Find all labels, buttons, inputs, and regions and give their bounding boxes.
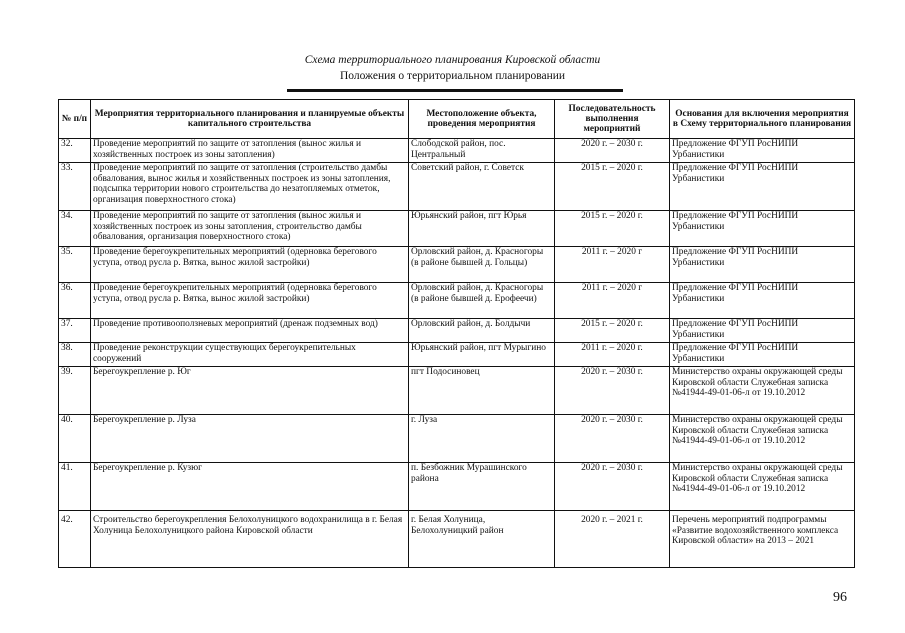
row-measure: Проведение мероприятий по защите от затопления (вынос жилья и хозяйственных построек из зоны затопления, строительство дамбы обвалования, организация поверхностного стока) [91,211,409,247]
row-sequence: 2020 г. – 2021 г. [555,511,670,568]
row-sequence: 2020 г. – 2030 г. [555,139,670,163]
row-location: Юрьянский район, пгт Юрья [409,211,555,247]
row-sequence: 2011 г. – 2020 г. [555,343,670,367]
row-location: г. Белая Холуница, Белохолуницкий район [409,511,555,568]
column-header-sequence: Последовательность выполнения мероприятий [555,100,670,139]
row-basis: Министерство охраны окружающей среды Кировской области Служебная записка №41944-49-01-06-л от 19.10.2012 [670,415,855,463]
row-basis: Предложение ФГУП РосНИПИ Урбанистики [670,139,855,163]
row-measure: Проведение мероприятий по защите от затопления (вынос жилья и хозяйственных построек из зоны затопления) [91,139,409,163]
table-row [59,415,855,463]
row-sequence: 2020 г. – 2030 г. [555,367,670,415]
row-sequence: 2020 г. – 2030 г. [555,463,670,511]
row-measure: Проведение реконструкции существующих берегоукрепительных сооружений [91,343,409,367]
row-measure: Строительство берегоукрепления Белохолуницкого водохранилища в г. Белая Холуница Белохолуницкого района Кировской области [91,511,409,568]
row-basis: Предложение ФГУП РосНИПИ Урбанистики [670,319,855,343]
measures-table [58,99,855,568]
row-number: 35. [59,247,91,283]
row-basis: Предложение ФГУП РосНИПИ Урбанистики [670,343,855,367]
row-sequence: 2020 г. – 2030 г. [555,415,670,463]
row-basis: Предложение ФГУП РосНИПИ Урбанистики [670,163,855,211]
row-basis: Министерство охраны окружающей среды Кировской области Служебная записка №41944-49-01-06-л от 19.10.2012 [670,463,855,511]
table-header-row [59,100,855,139]
row-basis: Предложение ФГУП РосНИПИ Урбанистики [670,283,855,319]
row-measure: Берегоукрепление р. Юг [91,367,409,415]
table-row [59,343,855,367]
row-measure: Берегоукрепление р. Кузюг [91,463,409,511]
table-row [59,139,855,163]
row-location: п. Безбожник Мурашинского района [409,463,555,511]
table-row [59,283,855,319]
column-header-measure: Мероприятия территориального планирования и планируемые объекты капитального строительства [91,100,409,139]
document-header-title: Схема территориального планирования Кировской области [304,54,601,66]
row-number: 38. [59,343,91,367]
row-number: 40. [59,415,91,463]
row-measure: Берегоукрепление р. Луза [91,415,409,463]
table-row [59,163,855,211]
row-number: 39. [59,367,91,415]
page-number: 96 [833,590,847,605]
row-location: Юрьянский район, пгт Мурыгино [409,343,555,367]
row-location: Орловский район, д. Болдычи [409,319,555,343]
row-measure: Проведение берегоукрепительных мероприятий (одерновка берегового уступа, отвод русла р. Вятка, вынос жилой застройки) [91,247,409,283]
column-header-basis: Основания для включения мероприятия в Схему территориального планирования [670,100,855,139]
row-measure: Проведение берегоукрепительных мероприятий (одерновка берегового уступа, отвод русла р. Вятка, вынос жилой застройки) [91,283,409,319]
row-basis: Перечень мероприятий подпрограммы «Развитие водохозяйственного комплекса Кировской области» на 2013 – 2021 [670,511,855,568]
row-number: 36. [59,283,91,319]
row-location: пгт Подосиновец [409,367,555,415]
row-sequence: 2015 г. – 2020 г. [555,163,670,211]
column-header-location: Местоположение объекта, проведения мероприятия [409,100,555,139]
row-location: Орловский район, д. Красногоры (в районе бывшей д. Ерофеечи) [409,283,555,319]
table-row [59,319,855,343]
row-number: 37. [59,319,91,343]
table-row [59,211,855,247]
row-location: Советский район, г. Советск [409,163,555,211]
row-number: 33. [59,163,91,211]
document-header-subtitle: Положения о территориальном планировании [339,70,566,82]
row-location: г. Луза [409,415,555,463]
header-rule [287,89,623,92]
row-sequence: 2011 г. – 2020 г [555,283,670,319]
row-number: 42. [59,511,91,568]
row-basis: Предложение ФГУП РосНИПИ Урбанистики [670,211,855,247]
row-number: 32. [59,139,91,163]
row-number: 41. [59,463,91,511]
table-row [59,511,855,568]
table-row [59,367,855,415]
column-header-number: № п/п [59,100,91,139]
table-row [59,463,855,511]
row-measure: Проведение мероприятий по защите от затопления (строительство дамбы обвалования, вынос жилья и хозяйственных построек из зоны затопления, подсыпка территории нового строительства до незатопляемых отметок, организация поверхностного стока) [91,163,409,211]
table-row [59,247,855,283]
row-location: Слободской район, пос. Центральный [409,139,555,163]
row-sequence: 2015 г. – 2020 г. [555,319,670,343]
row-sequence: 2015 г. – 2020 г. [555,211,670,247]
row-basis: Предложение ФГУП РосНИПИ Урбанистики [670,247,855,283]
row-sequence: 2011 г. – 2020 г [555,247,670,283]
row-location: Орловский район, д. Красногоры (в районе бывшей д. Гольцы) [409,247,555,283]
row-number: 34. [59,211,91,247]
row-measure: Проведение противооползневых мероприятий (дренаж подземных вод) [91,319,409,343]
row-basis: Министерство охраны окружающей среды Кировской области Служебная записка №41944-49-01-06-л от 19.10.2012 [670,367,855,415]
